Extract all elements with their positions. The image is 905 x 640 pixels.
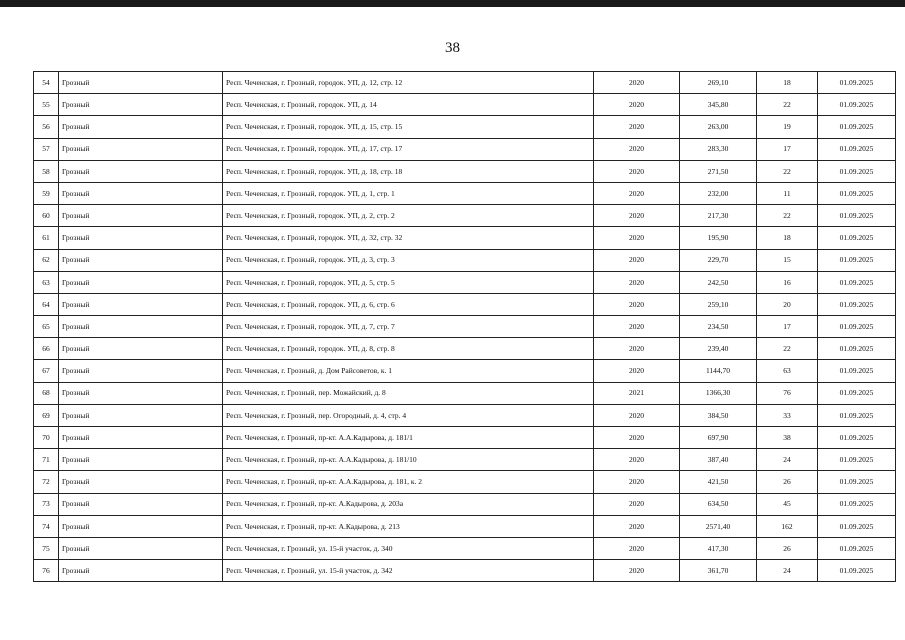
year-cell: 2020 [594,449,680,471]
city-cell: Грозный [59,382,223,404]
city-cell: Грозный [59,227,223,249]
row-number: 72 [34,471,59,493]
year-cell: 2020 [594,293,680,315]
table-row [34,360,896,382]
row-number: 66 [34,338,59,360]
date-cell: 01.09.2025 [818,72,896,94]
address-cell: Респ. Чеченская, г. Грозный, городок. УП, д. 6, стр. 6 [223,293,594,315]
row-number: 71 [34,449,59,471]
count-cell: 63 [757,360,818,382]
year-cell: 2020 [594,271,680,293]
table-row [34,338,896,360]
address-cell: Респ. Чеченская, г. Грозный, городок. УП, д. 17, стр. 17 [223,138,594,160]
row-number: 70 [34,427,59,449]
row-number: 74 [34,515,59,537]
count-cell: 11 [757,182,818,204]
date-cell: 01.09.2025 [818,515,896,537]
year-cell: 2020 [594,560,680,582]
table-row [34,493,896,515]
table-row [34,427,896,449]
count-cell: 22 [757,205,818,227]
city-cell: Грозный [59,249,223,271]
year-cell: 2020 [594,537,680,559]
table-row [34,227,896,249]
table-row [34,160,896,182]
year-cell: 2020 [594,205,680,227]
table-row [34,182,896,204]
area-cell: 269,10 [680,72,757,94]
housing-registry-table [33,71,896,582]
table-row [34,271,896,293]
address-cell: Респ. Чеченская, г. Грозный, городок. УП, д. 5, стр. 5 [223,271,594,293]
city-cell: Грозный [59,449,223,471]
date-cell: 01.09.2025 [818,316,896,338]
scan-top-border [0,0,905,7]
address-cell: Респ. Чеченская, г. Грозный, городок. УП, д. 8, стр. 8 [223,338,594,360]
table-body [34,72,896,582]
address-cell: Респ. Чеченская, г. Грозный, городок. УП, д. 7, стр. 7 [223,316,594,338]
count-cell: 15 [757,249,818,271]
city-cell: Грозный [59,338,223,360]
table-row [34,560,896,582]
count-cell: 26 [757,537,818,559]
table-row [34,515,896,537]
area-cell: 259,10 [680,293,757,315]
city-cell: Грозный [59,316,223,338]
area-cell: 232,00 [680,182,757,204]
date-cell: 01.09.2025 [818,182,896,204]
date-cell: 01.09.2025 [818,249,896,271]
address-cell: Респ. Чеченская, г. Грозный, пр-кт. А.Кадырова, д. 213 [223,515,594,537]
date-cell: 01.09.2025 [818,471,896,493]
date-cell: 01.09.2025 [818,427,896,449]
area-cell: 345,80 [680,94,757,116]
row-number: 68 [34,382,59,404]
city-cell: Грозный [59,404,223,426]
count-cell: 17 [757,316,818,338]
area-cell: 234,50 [680,316,757,338]
count-cell: 22 [757,94,818,116]
date-cell: 01.09.2025 [818,449,896,471]
year-cell: 2020 [594,160,680,182]
year-cell: 2020 [594,338,680,360]
row-number: 61 [34,227,59,249]
area-cell: 697,90 [680,427,757,449]
date-cell: 01.09.2025 [818,271,896,293]
area-cell: 263,00 [680,116,757,138]
year-cell: 2020 [594,493,680,515]
date-cell: 01.09.2025 [818,493,896,515]
area-cell: 421,50 [680,471,757,493]
row-number: 69 [34,404,59,426]
address-cell: Респ. Чеченская, г. Грозный, городок. УП, д. 1, стр. 1 [223,182,594,204]
date-cell: 01.09.2025 [818,94,896,116]
table-row [34,404,896,426]
table-row [34,94,896,116]
date-cell: 01.09.2025 [818,227,896,249]
area-cell: 2571,40 [680,515,757,537]
year-cell: 2020 [594,316,680,338]
count-cell: 24 [757,449,818,471]
date-cell: 01.09.2025 [818,160,896,182]
row-number: 64 [34,293,59,315]
table-row [34,382,896,404]
table-row [34,138,896,160]
area-cell: 634,50 [680,493,757,515]
date-cell: 01.09.2025 [818,382,896,404]
count-cell: 162 [757,515,818,537]
address-cell: Респ. Чеченская, г. Грозный, городок. УП, д. 14 [223,94,594,116]
date-cell: 01.09.2025 [818,116,896,138]
year-cell: 2020 [594,471,680,493]
city-cell: Грозный [59,427,223,449]
table-row [34,471,896,493]
row-number: 75 [34,537,59,559]
city-cell: Грозный [59,271,223,293]
city-cell: Грозный [59,537,223,559]
count-cell: 24 [757,560,818,582]
area-cell: 387,40 [680,449,757,471]
year-cell: 2020 [594,404,680,426]
city-cell: Грозный [59,205,223,227]
row-number: 58 [34,160,59,182]
count-cell: 16 [757,271,818,293]
area-cell: 283,30 [680,138,757,160]
area-cell: 271,50 [680,160,757,182]
date-cell: 01.09.2025 [818,360,896,382]
area-cell: 242,50 [680,271,757,293]
city-cell: Грозный [59,94,223,116]
date-cell: 01.09.2025 [818,293,896,315]
row-number: 65 [34,316,59,338]
area-cell: 195,90 [680,227,757,249]
area-cell: 384,50 [680,404,757,426]
date-cell: 01.09.2025 [818,404,896,426]
table-row [34,449,896,471]
year-cell: 2020 [594,94,680,116]
row-number: 62 [34,249,59,271]
year-cell: 2021 [594,382,680,404]
city-cell: Грозный [59,138,223,160]
count-cell: 22 [757,338,818,360]
address-cell: Респ. Чеченская, г. Грозный, д. Дом Райсоветов, к. 1 [223,360,594,382]
count-cell: 20 [757,293,818,315]
row-number: 60 [34,205,59,227]
row-number: 73 [34,493,59,515]
city-cell: Грозный [59,515,223,537]
table-row [34,537,896,559]
date-cell: 01.09.2025 [818,205,896,227]
table-row [34,316,896,338]
address-cell: Респ. Чеченская, г. Грозный, городок. УП, д. 32, стр. 32 [223,227,594,249]
city-cell: Грозный [59,360,223,382]
row-number: 76 [34,560,59,582]
year-cell: 2020 [594,427,680,449]
date-cell: 01.09.2025 [818,338,896,360]
count-cell: 76 [757,382,818,404]
table-row [34,205,896,227]
year-cell: 2020 [594,72,680,94]
year-cell: 2020 [594,116,680,138]
address-cell: Респ. Чеченская, г. Грозный, пер. Можайский, д. 8 [223,382,594,404]
count-cell: 17 [757,138,818,160]
area-cell: 229,70 [680,249,757,271]
city-cell: Грозный [59,471,223,493]
page-number: 38 [445,40,460,56]
row-number: 57 [34,138,59,160]
city-cell: Грозный [59,293,223,315]
row-number: 59 [34,182,59,204]
count-cell: 18 [757,227,818,249]
count-cell: 22 [757,160,818,182]
year-cell: 2020 [594,227,680,249]
count-cell: 26 [757,471,818,493]
address-cell: Респ. Чеченская, г. Грозный, пр-кт. А.А.Кадырова, д. 181/1 [223,427,594,449]
row-number: 67 [34,360,59,382]
city-cell: Грозный [59,116,223,138]
year-cell: 2020 [594,249,680,271]
count-cell: 18 [757,72,818,94]
city-cell: Грозный [59,182,223,204]
address-cell: Респ. Чеченская, г. Грозный, ул. 15-й участок, д. 342 [223,560,594,582]
row-number: 54 [34,72,59,94]
city-cell: Грозный [59,493,223,515]
table-row [34,116,896,138]
city-cell: Грозный [59,560,223,582]
row-number: 55 [34,94,59,116]
date-cell: 01.09.2025 [818,138,896,160]
count-cell: 19 [757,116,818,138]
address-cell: Респ. Чеченская, г. Грозный, пр-кт. А.А.Кадырова, д. 181/10 [223,449,594,471]
area-cell: 1144,70 [680,360,757,382]
row-number: 63 [34,271,59,293]
address-cell: Респ. Чеченская, г. Грозный, городок. УП, д. 18, стр. 18 [223,160,594,182]
area-cell: 361,70 [680,560,757,582]
city-cell: Грозный [59,160,223,182]
area-cell: 417,30 [680,537,757,559]
date-cell: 01.09.2025 [818,560,896,582]
count-cell: 45 [757,493,818,515]
table-row [34,249,896,271]
year-cell: 2020 [594,360,680,382]
address-cell: Респ. Чеченская, г. Грозный, городок. УП, д. 12, стр. 12 [223,72,594,94]
year-cell: 2020 [594,138,680,160]
address-cell: Респ. Чеченская, г. Грозный, городок. УП, д. 15, стр. 15 [223,116,594,138]
year-cell: 2020 [594,515,680,537]
area-cell: 217,30 [680,205,757,227]
area-cell: 1366,30 [680,382,757,404]
address-cell: Респ. Чеченская, г. Грозный, пер. Огородный, д. 4, стр. 4 [223,404,594,426]
address-cell: Респ. Чеченская, г. Грозный, городок. УП, д. 3, стр. 3 [223,249,594,271]
address-cell: Респ. Чеченская, г. Грозный, городок. УП, д. 2, стр. 2 [223,205,594,227]
table-row [34,293,896,315]
address-cell: Респ. Чеченская, г. Грозный, пр-кт. А.А.Кадырова, д. 181, к. 2 [223,471,594,493]
row-number: 56 [34,116,59,138]
year-cell: 2020 [594,182,680,204]
address-cell: Респ. Чеченская, г. Грозный, пр-кт. А.Кадырова, д. 203а [223,493,594,515]
city-cell: Грозный [59,72,223,94]
date-cell: 01.09.2025 [818,537,896,559]
count-cell: 33 [757,404,818,426]
address-cell: Респ. Чеченская, г. Грозный, ул. 15-й участок, д. 340 [223,537,594,559]
area-cell: 239,40 [680,338,757,360]
count-cell: 38 [757,427,818,449]
table-row [34,72,896,94]
